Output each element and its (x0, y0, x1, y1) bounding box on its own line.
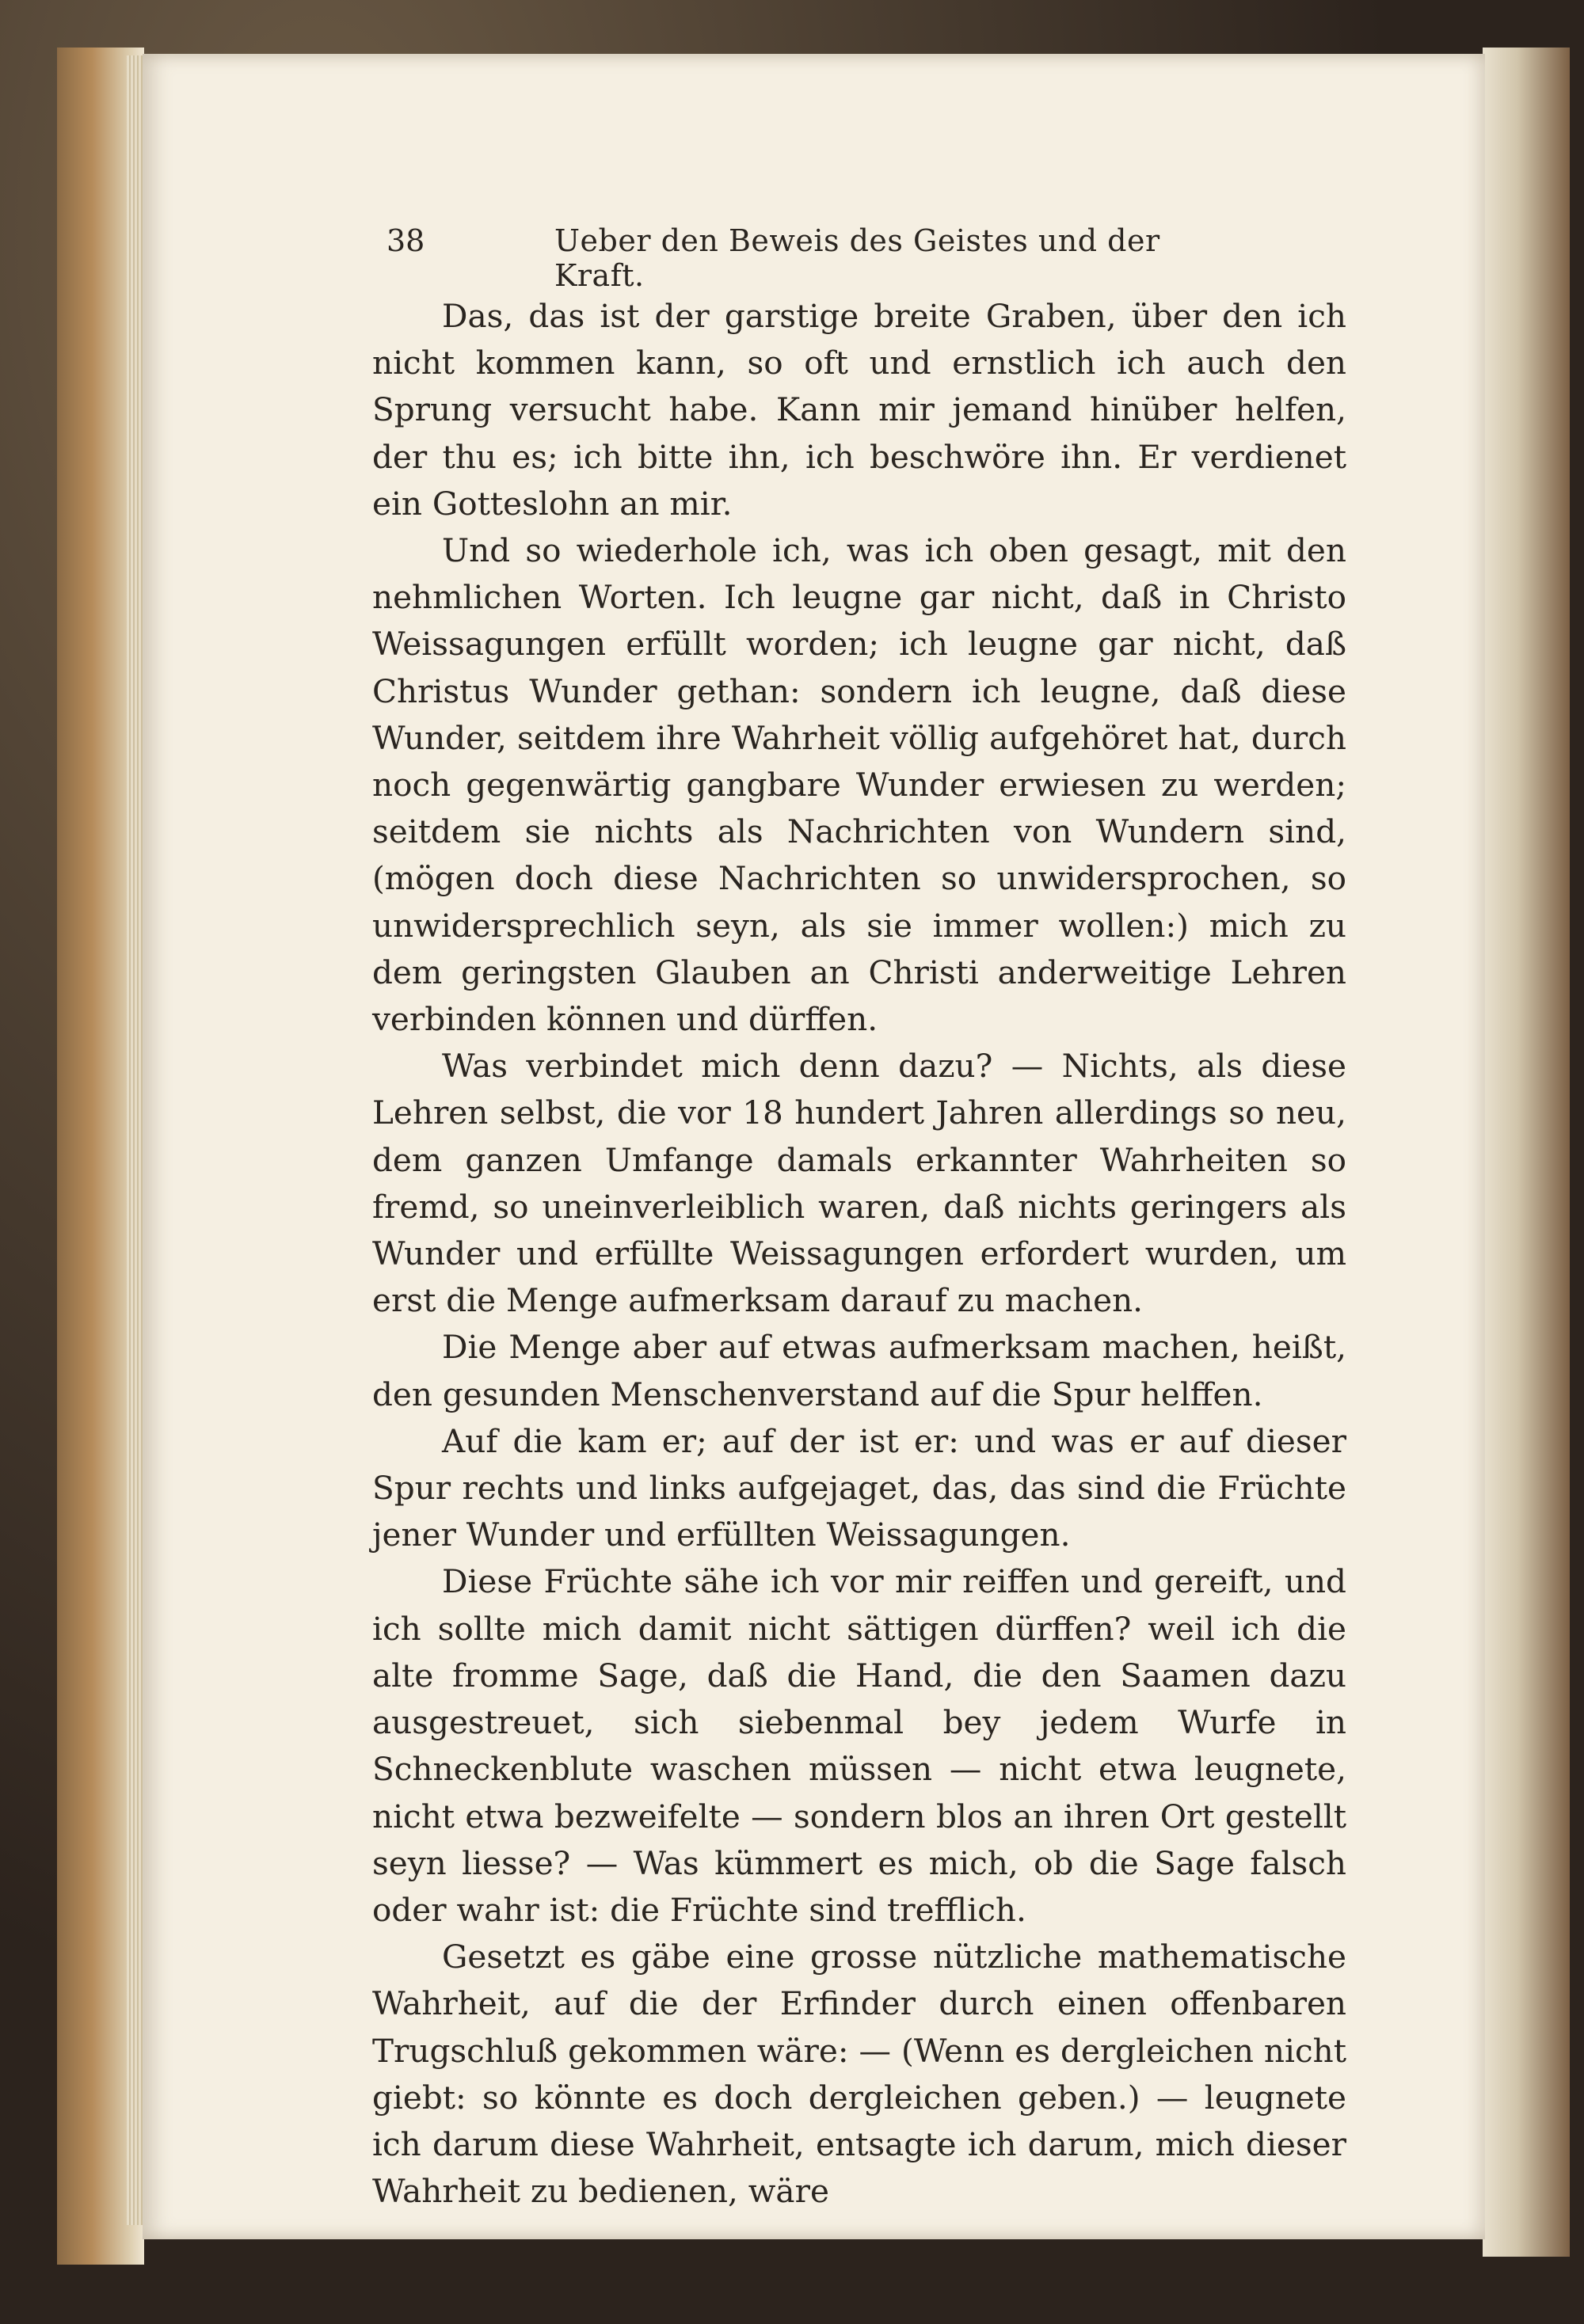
paragraph: Die Menge aber auf etwas aufmerksam machen, heißt, den gesunden Menschenverstand auf die Spur helffen. (372, 1328, 1346, 1413)
paragraph: Und so wiederhole ich, was ich oben gesagt, mit den nehmlichen Worten. Ich leugne gar nicht, daß in Christo Weissagungen erfüllt worden; ich leugne gar nicht, daß Christus Wunder gethan: sondern ich leugne, daß diese Wunder, seitdem ihre Wahrheit völlig aufgehöret hat, durch noch gegenwärtig gangbare Wunder erwiesen zu werden; seitdem sie nichts als Nachrichten von Wundern sind, (mögen doch diese Nachrichten so unwidersprochen, so unwidersprechlich seyn, als sie immer wollen:) mich zu dem geringsten Glauben an Christi anderweitige Lehren verbinden können und dürffen. (372, 531, 1346, 1039)
paragraph: Auf die kam er; auf der ist er: und was er auf dieser Spur rechts und links aufgejaget, das, das sind die Früchte jener Wunder und erfüllten Weissagungen. (372, 1421, 1346, 1554)
running-title: Ueber den Beweis des Geistes und der Kraft. (554, 223, 1160, 293)
right-book-edge (1483, 48, 1570, 2257)
page-number: 38 (386, 223, 425, 258)
paragraph: Diese Früchte sähe ich vor mir reiffen und gereift, und ich sollte mich damit nicht sättigen dürffen? weil ich die alte fromme Sage, daß die Hand, die den Saamen dazu ausgestreuet, sich siebenmal bey jedem Wurfe in Schneckenblute waschen müssen — nicht etwa leugnete, nicht etwa bezweifelte — sondern blos an ihren Ort gestellt seyn liesse? — Was kümmert es mich, ob die Sage falsch oder wahr ist: die Früchte sind trefflich. (372, 1562, 1346, 1929)
paragraph: Das, das ist der garstige breite Graben, über den ich nicht kommen kann, so oft und ernstlich ich auch den Sprung versucht habe. Kann mir jemand hinüber helfen, der thu es; ich bitte ihn, ich beschwöre ihn. Er verdienet ein Gotteslohn an mir. (372, 297, 1346, 523)
paragraph: Gesetzt es gäbe eine grosse nützliche mathematische Wahrheit, auf die der Erfinder durch einen offenbaren Trugschluß gekommen wäre: — (Wenn es dergleichen nicht giebt: so könnte es doch dergleichen geben.) — leugnete ich darum diese Wahrheit, entsagte ich darum, mich dieser Wahrheit zu bedienen, wäre (372, 1938, 1346, 2211)
page-header (386, 223, 1210, 293)
paragraph: Was verbindet mich denn dazu? — Nichts, als diese Lehren selbst, die vor 18 hundert Jahren allerdings so neu, dem ganzen Umfange damals erkannter Wahrheiten so fremd, so uneinverleiblich waren, daß nichts geringers als Wunder und erfüllte Weissagungen erfordert wurden, um erst die Menge aufmerksam darauf zu machen. (372, 1047, 1346, 1320)
page-body (372, 293, 1346, 2215)
